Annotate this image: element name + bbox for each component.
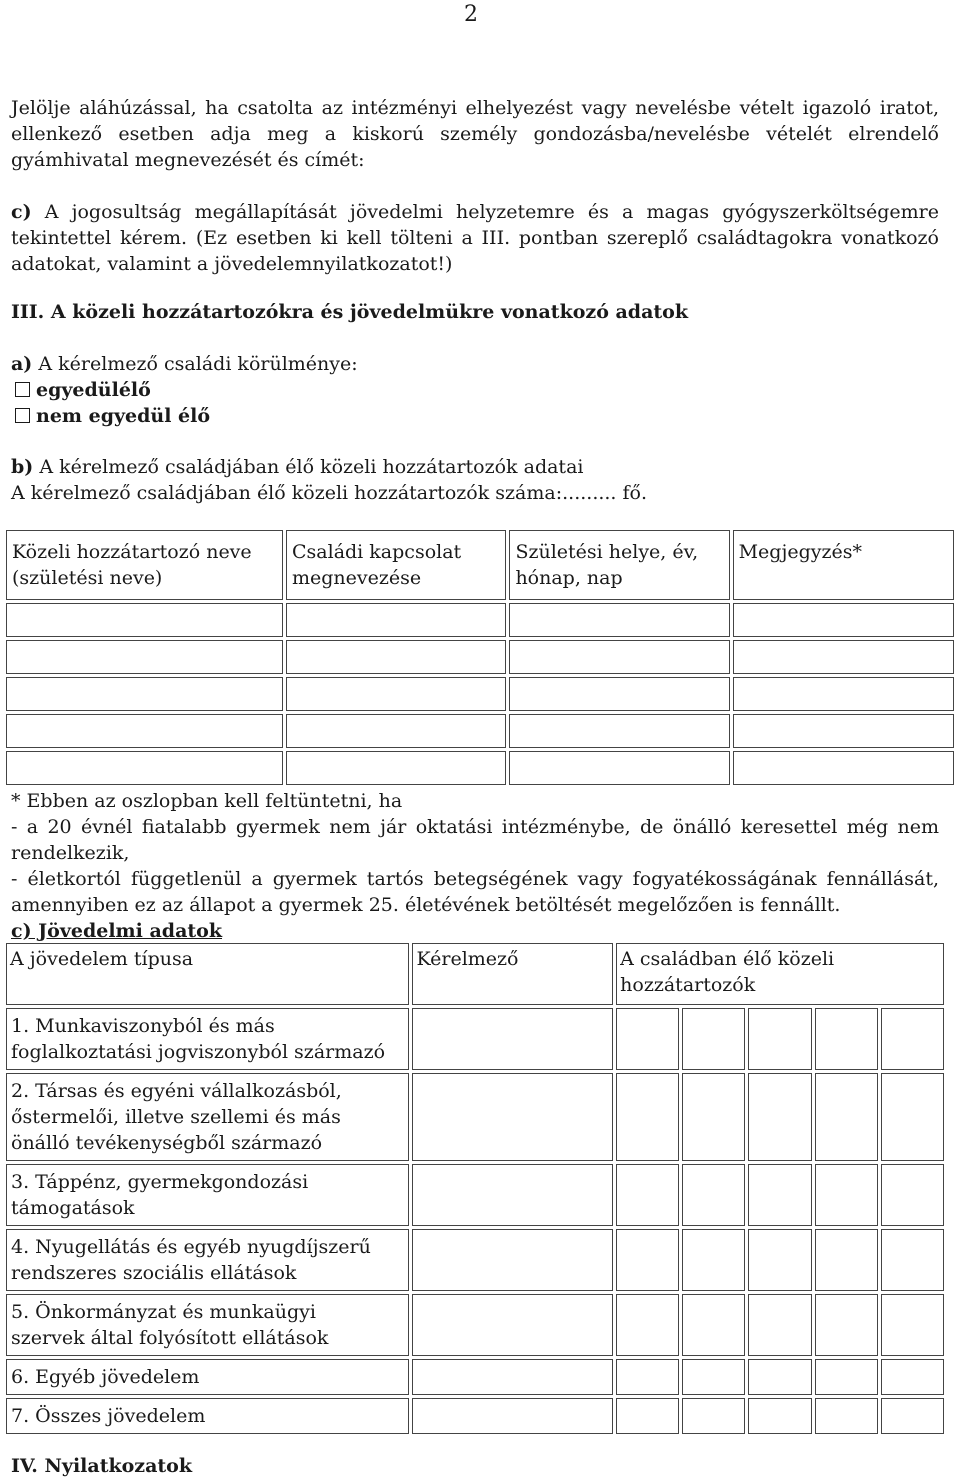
applicant-cell[interactable] <box>412 1359 613 1395</box>
member-cell[interactable] <box>748 1359 811 1395</box>
checkbox-not-living-alone[interactable] <box>15 408 30 423</box>
relatives-header-row <box>6 530 954 600</box>
member-cell[interactable] <box>748 1398 811 1434</box>
member-cell[interactable] <box>682 1294 745 1356</box>
relationship-cell[interactable] <box>286 640 506 674</box>
section-3-title: III. A közeli hozzátartozókra és jövedelmükre vonatkozó adatok <box>11 301 689 323</box>
footnote <box>11 788 939 944</box>
member-cell[interactable] <box>815 1073 878 1161</box>
birth-cell[interactable] <box>509 677 729 711</box>
table-row <box>6 1073 944 1161</box>
member-cell[interactable] <box>881 1359 944 1395</box>
member-cell[interactable] <box>815 1229 878 1291</box>
section-4-title: IV. Nyilatkozatok <box>11 1455 193 1477</box>
header-income-type: A jövedelem típusa <box>6 943 409 1005</box>
table-row <box>6 677 954 711</box>
relationship-cell[interactable] <box>286 603 506 637</box>
a-text: A kérelmező családi körülménye: <box>38 353 358 375</box>
intro-paragraph: Jelölje aláhúzással, ha csatolta az intézményi elhelyezést vagy nevelésbe vételt igazoló iratot, ellenkező esetben adja meg a kiskorú személy gondozásba/nevelésbe vételét elrendelő gyámhivatal megnevezését és címét: <box>11 97 939 171</box>
member-cell[interactable] <box>616 1359 679 1395</box>
member-cell[interactable] <box>682 1398 745 1434</box>
member-cell[interactable] <box>881 1164 944 1226</box>
table-row <box>6 1164 944 1226</box>
relationship-cell[interactable] <box>286 714 506 748</box>
option-not-living-alone[interactable] <box>11 403 939 429</box>
member-cell[interactable] <box>616 1073 679 1161</box>
income-header-row <box>6 943 944 1005</box>
income-table <box>3 940 947 1437</box>
member-cell[interactable] <box>881 1294 944 1356</box>
relationship-cell[interactable] <box>286 677 506 711</box>
family-status <box>11 351 939 429</box>
point-c-paragraph <box>11 199 939 277</box>
table-row <box>6 1229 944 1291</box>
relatives-heading <box>11 454 939 480</box>
member-cell[interactable] <box>881 1008 944 1070</box>
point-c-text: A jogosultság megállapítását jövedelmi helyzetemre és a magas gyógyszerköltségemre tekintettel kérem. (Ez esetben ki kell tölteni a III. pontban szereplő családtagokra vonatkozó adatokat, valamint a jövedelemnyilatkozatot!) <box>11 201 939 275</box>
remark-cell[interactable] <box>733 640 954 674</box>
income-type-6: 6. Egyéb jövedelem <box>6 1359 409 1395</box>
option-not-living-alone-label: nem egyedül élő <box>36 405 211 427</box>
income-type-1: 1. Munkaviszonyból és más foglalkoztatási jogviszonyból származó <box>6 1008 409 1070</box>
relatives-table <box>3 527 957 788</box>
relatives-intro <box>11 454 939 506</box>
name-cell[interactable] <box>6 714 283 748</box>
point-c-label: c) <box>11 201 32 223</box>
birth-cell[interactable] <box>509 640 729 674</box>
member-cell[interactable] <box>748 1164 811 1226</box>
header-birth-data: Születési helye, év, hónap, nap <box>509 530 729 600</box>
table-row <box>6 1359 944 1395</box>
remark-cell[interactable] <box>733 677 954 711</box>
member-cell[interactable] <box>815 1359 878 1395</box>
income-type-7: 7. Összes jövedelem <box>6 1398 409 1434</box>
option-living-alone[interactable] <box>11 377 939 403</box>
header-remark: Megjegyzés* <box>733 530 954 600</box>
income-type-3: 3. Táppénz, gyermekgondozási támogatások <box>6 1164 409 1226</box>
remark-cell[interactable] <box>733 603 954 637</box>
table-row <box>6 751 954 785</box>
member-cell[interactable] <box>682 1229 745 1291</box>
applicant-cell[interactable] <box>412 1008 613 1070</box>
applicant-cell[interactable] <box>412 1398 613 1434</box>
name-cell[interactable] <box>6 751 283 785</box>
a-label: a) <box>11 353 33 375</box>
b-label: b) <box>11 456 34 478</box>
table-row <box>6 1008 944 1070</box>
member-cell[interactable] <box>815 1294 878 1356</box>
income-type-2: 2. Társas és egyéni vállalkozásból, őstermelői, illetve szellemi és más önálló tevékenységből származó <box>6 1073 409 1161</box>
relationship-cell[interactable] <box>286 751 506 785</box>
member-cell[interactable] <box>815 1008 878 1070</box>
member-cell[interactable] <box>815 1164 878 1226</box>
remark-cell[interactable] <box>733 751 954 785</box>
family-status-question <box>11 351 939 377</box>
header-applicant: Kérelmező <box>412 943 613 1005</box>
checkbox-living-alone[interactable] <box>15 382 30 397</box>
table-row <box>6 603 954 637</box>
birth-cell[interactable] <box>509 603 729 637</box>
header-relative-name: Közeli hozzátartozó neve (születési neve) <box>6 530 283 600</box>
member-cell[interactable] <box>881 1229 944 1291</box>
header-relationship: Családi kapcsolat megnevezése <box>286 530 506 600</box>
member-cell[interactable] <box>815 1398 878 1434</box>
applicant-cell[interactable] <box>412 1164 613 1226</box>
table-row <box>6 1398 944 1434</box>
table-row <box>6 714 954 748</box>
footnote-item-1: - a 20 évnél fiatalabb gyermek nem jár oktatási intézménybe, de önálló keresettel még nem rendelkezik, <box>11 816 939 864</box>
page-number: 2 <box>464 2 478 27</box>
member-cell[interactable] <box>616 1229 679 1291</box>
member-cell[interactable] <box>881 1073 944 1161</box>
member-cell[interactable] <box>748 1008 811 1070</box>
member-cell[interactable] <box>881 1398 944 1434</box>
table-row <box>6 1294 944 1356</box>
birth-cell[interactable] <box>509 714 729 748</box>
member-cell[interactable] <box>616 1164 679 1226</box>
member-cell[interactable] <box>616 1294 679 1356</box>
member-cell[interactable] <box>616 1398 679 1434</box>
applicant-cell[interactable] <box>412 1073 613 1161</box>
relatives-count-line: A kérelmező családjában élő közeli hozzátartozók száma:......... fő. <box>11 482 648 504</box>
member-cell[interactable] <box>748 1073 811 1161</box>
member-cell[interactable] <box>682 1073 745 1161</box>
member-cell[interactable] <box>748 1294 811 1356</box>
income-section-title: c) Jövedelmi adatok <box>11 920 223 942</box>
name-cell[interactable] <box>6 603 283 637</box>
footnote-star: * Ebben az oszlopban kell feltüntetni, ha <box>11 790 403 812</box>
member-cell[interactable] <box>682 1359 745 1395</box>
table-row <box>6 640 954 674</box>
applicant-cell[interactable] <box>412 1229 613 1291</box>
b-text: A kérelmező családjában élő közeli hozzátartozók adatai <box>39 456 584 478</box>
member-cell[interactable] <box>682 1164 745 1226</box>
income-type-4: 4. Nyugellátás és egyéb nyugdíjszerű rendszeres szociális ellátások <box>6 1229 409 1291</box>
income-type-5: 5. Önkormányzat és munkaügyi szervek által folyósított ellátások <box>6 1294 409 1356</box>
name-cell[interactable] <box>6 640 283 674</box>
header-family-members: A családban élő közeli hozzátartozók <box>616 943 944 1005</box>
birth-cell[interactable] <box>509 751 729 785</box>
remark-cell[interactable] <box>733 714 954 748</box>
member-cell[interactable] <box>616 1008 679 1070</box>
name-cell[interactable] <box>6 677 283 711</box>
option-living-alone-label: egyedülélő <box>36 379 151 401</box>
member-cell[interactable] <box>748 1229 811 1291</box>
footnote-item-2: - életkortól függetlenül a gyermek tartós betegségének vagy fogyatékosságának fennállását, amennyiben ez az állapot a gyermek 25. életévének betöltését megelőzően is fennállt. <box>11 868 939 916</box>
member-cell[interactable] <box>682 1008 745 1070</box>
applicant-cell[interactable] <box>412 1294 613 1356</box>
